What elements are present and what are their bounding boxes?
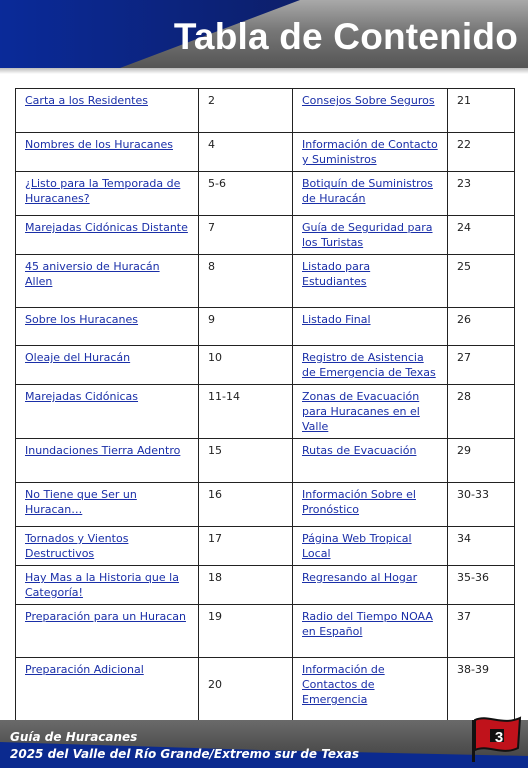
toc-page-number: 10 — [199, 346, 293, 385]
toc-page-number: 17 — [199, 527, 293, 566]
toc-entry[interactable] — [16, 605, 199, 658]
toc-page-number: 20 — [199, 658, 293, 752]
toc-page-number: 38-39 — [448, 658, 515, 752]
toc-page-number: 11-14 — [199, 385, 293, 439]
toc-entry[interactable] — [293, 566, 448, 605]
toc-page-number: 26 — [448, 308, 515, 346]
toc-entry[interactable] — [293, 172, 448, 216]
table-row — [16, 346, 515, 385]
toc-entry[interactable] — [16, 527, 199, 566]
toc-link[interactable]: Radio del Tiempo NOAA en Español — [302, 610, 433, 638]
toc-page-number: 7 — [199, 216, 293, 255]
table-row — [16, 89, 515, 133]
toc-link[interactable]: Oleaje del Huracán — [25, 351, 131, 364]
toc-page-number: 35-36 — [448, 566, 515, 605]
toc-entry[interactable] — [16, 216, 199, 255]
toc-page-number: 2 — [199, 89, 293, 133]
toc-page-number: 29 — [448, 439, 515, 483]
toc-entry[interactable] — [16, 483, 199, 527]
footer-guide-title: Guía de Huracanes — [10, 730, 138, 744]
toc-page-number: 15 — [199, 439, 293, 483]
toc-link[interactable]: Tornados y Vientos Destructivos — [25, 532, 129, 560]
toc-entry[interactable] — [16, 89, 199, 133]
toc-link[interactable]: Listado para Estudiantes — [302, 260, 371, 288]
toc-link[interactable]: No Tiene que Ser un Huracan… — [25, 488, 137, 516]
toc-page-number: 8 — [199, 255, 293, 308]
toc-link[interactable]: ¿Listo para la Temporada de Huracanes? — [25, 177, 181, 205]
toc-entry[interactable] — [293, 346, 448, 385]
toc-link[interactable]: Sobre los Huracanes — [25, 313, 139, 326]
table-row — [16, 216, 515, 255]
toc-page-number: 22 — [448, 133, 515, 172]
toc-link[interactable]: Carta a los Residentes — [25, 94, 148, 107]
toc-page-number: 23 — [448, 172, 515, 216]
toc-entry[interactable] — [293, 605, 448, 658]
toc-entry[interactable] — [293, 385, 448, 439]
toc-link[interactable]: Marejadas Cidónicas Distante — [25, 221, 188, 234]
toc-link[interactable]: Preparación Adicional — [25, 663, 144, 676]
toc-entry[interactable] — [293, 308, 448, 346]
toc-page-number: 34 — [448, 527, 515, 566]
table-row — [16, 308, 515, 346]
toc-page-number: 19 — [199, 605, 293, 658]
toc-link[interactable]: Hay Mas a la Historia que la Categoría! — [25, 571, 179, 599]
toc-entry[interactable] — [16, 346, 199, 385]
toc-link[interactable]: Información de Contactos de Emergencia — [302, 663, 385, 706]
toc-page-number: 21 — [448, 89, 515, 133]
toc-link[interactable]: Página Web Tropical Local — [302, 532, 412, 560]
toc-page-number: 18 — [199, 566, 293, 605]
page-number: 3 — [494, 729, 504, 746]
toc-entry[interactable] — [293, 255, 448, 308]
toc-link[interactable]: Información Sobre el Pronóstico — [302, 488, 416, 516]
table-row — [16, 385, 515, 439]
toc-link[interactable]: Botiquín de Suministros de Huracán — [302, 177, 433, 205]
page-footer — [0, 720, 528, 768]
toc-link[interactable]: Zonas de Evacuación para Huracanes en el Valle — [302, 390, 420, 433]
table-row — [16, 255, 515, 308]
header-shadow — [0, 68, 528, 74]
toc-link[interactable]: 45 aniversio de Huracán Allen — [25, 260, 160, 288]
toc-entry[interactable] — [16, 255, 199, 308]
toc-link[interactable]: Rutas de Evacuación — [302, 444, 417, 457]
table-row — [16, 527, 515, 566]
toc-page-number: 5-6 — [199, 172, 293, 216]
table-row — [16, 439, 515, 483]
toc-page-number: 24 — [448, 216, 515, 255]
toc-link[interactable]: Nombres de los Huracanes — [25, 138, 173, 151]
table-row — [16, 566, 515, 605]
toc-link[interactable]: Regresando al Hogar — [302, 571, 418, 584]
toc-page-number: 4 — [199, 133, 293, 172]
page-title: Tabla de Contenido — [173, 16, 518, 57]
toc-entry[interactable] — [16, 308, 199, 346]
toc-page-number: 27 — [448, 346, 515, 385]
toc-link[interactable]: Inundaciones Tierra Adentro — [25, 444, 181, 457]
toc-entry[interactable] — [293, 89, 448, 133]
footer-guide-subtitle: 2025 del Valle del Río Grande/Extremo sur de Texas — [10, 747, 360, 761]
toc-entry[interactable] — [16, 172, 199, 216]
toc-page-number: 37 — [448, 605, 515, 658]
toc-link[interactable]: Guía de Seguridad para los Turistas — [302, 221, 433, 249]
toc-link[interactable]: Información de Contacto y Suministros — [302, 138, 438, 166]
toc-page-number: 25 — [448, 255, 515, 308]
table-row — [16, 483, 515, 527]
toc-entry[interactable] — [293, 439, 448, 483]
toc-entry[interactable] — [16, 439, 199, 483]
toc-page-number: 30-33 — [448, 483, 515, 527]
toc-link[interactable]: Listado Final — [302, 313, 371, 326]
toc-link[interactable]: Preparación para un Huracan — [25, 610, 186, 623]
toc-link[interactable]: Consejos Sobre Seguros — [302, 94, 435, 107]
toc-entry[interactable] — [16, 566, 199, 605]
toc-entry[interactable] — [16, 385, 199, 439]
toc-entry[interactable] — [16, 133, 199, 172]
toc-entry[interactable] — [293, 527, 448, 566]
page-header — [0, 0, 528, 68]
table-row — [16, 133, 515, 172]
toc-link[interactable]: Marejadas Cidónicas — [25, 390, 139, 403]
toc-page-number: 9 — [199, 308, 293, 346]
toc-entry[interactable] — [293, 483, 448, 527]
contents-table — [15, 88, 515, 752]
toc-link[interactable]: Registro de Asistencia de Emergencia de Texas — [302, 351, 436, 379]
toc-page-number: 16 — [199, 483, 293, 527]
toc-entry[interactable] — [293, 133, 448, 172]
table-row — [16, 605, 515, 658]
toc-entry[interactable] — [293, 216, 448, 255]
table-row — [16, 172, 515, 216]
toc-page-number: 28 — [448, 385, 515, 439]
